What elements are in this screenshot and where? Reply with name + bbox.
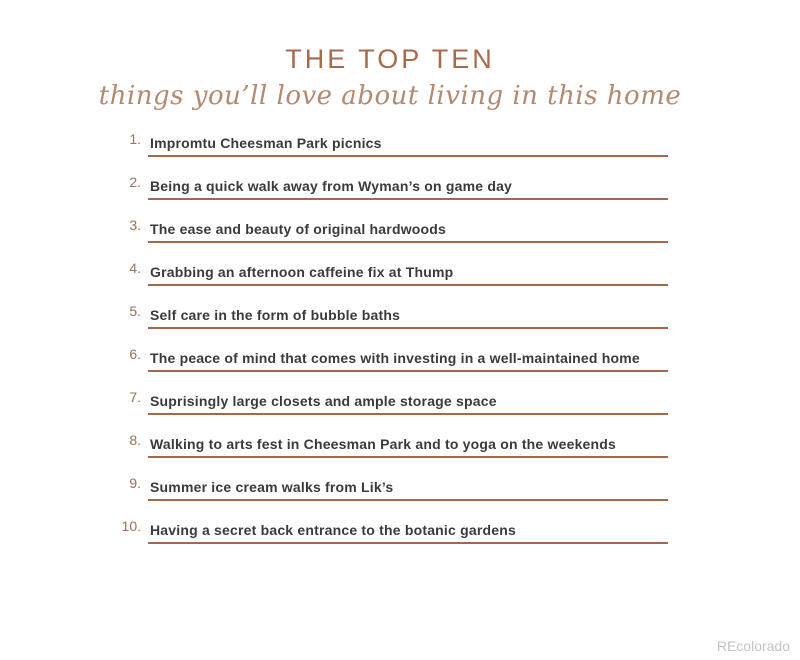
item-number: 6. — [129, 346, 141, 362]
list-item — [108, 174, 668, 200]
list-item — [108, 217, 668, 243]
page-subtitle: things you’ll love about living in this home — [98, 81, 682, 111]
item-number: 3. — [129, 217, 141, 233]
item-text: Suprisingly large closets and ample storage space — [148, 392, 668, 415]
item-text: Having a secret back entrance to the botanic gardens — [148, 521, 668, 544]
list-item — [108, 432, 668, 458]
item-text: Walking to arts fest in Cheesman Park and to yoga on the weekends — [148, 435, 668, 458]
item-number: 7. — [129, 389, 141, 405]
list-item — [108, 346, 668, 372]
page-title: THE TOP TEN — [285, 44, 495, 74]
item-text: Summer ice cream walks from Lik’s — [148, 478, 668, 501]
item-number: 5. — [129, 303, 141, 319]
item-text: Impromtu Cheesman Park picnics — [148, 134, 668, 157]
list-item — [108, 475, 668, 501]
header — [0, 42, 780, 116]
top-ten-list — [108, 131, 668, 544]
watermark: REcolorado — [716, 638, 790, 654]
item-text: The ease and beauty of original hardwoods — [148, 220, 668, 243]
list-item — [108, 518, 668, 544]
list-item — [108, 389, 668, 415]
item-number: 4. — [129, 260, 141, 276]
list-item — [108, 303, 668, 329]
list-item — [108, 260, 668, 286]
list-item — [108, 131, 668, 157]
item-number: 8. — [129, 432, 141, 448]
item-number: 9. — [129, 475, 141, 491]
item-text: The peace of mind that comes with investing in a well-maintained home — [148, 349, 668, 372]
item-text: Grabbing an afternoon caffeine fix at Thump — [148, 263, 668, 286]
item-text: Self care in the form of bubble baths — [148, 306, 668, 329]
item-number: 10. — [121, 518, 141, 534]
item-number: 1. — [129, 131, 141, 147]
item-text: Being a quick walk away from Wyman’s on game day — [148, 177, 668, 200]
item-number: 2. — [129, 174, 141, 190]
